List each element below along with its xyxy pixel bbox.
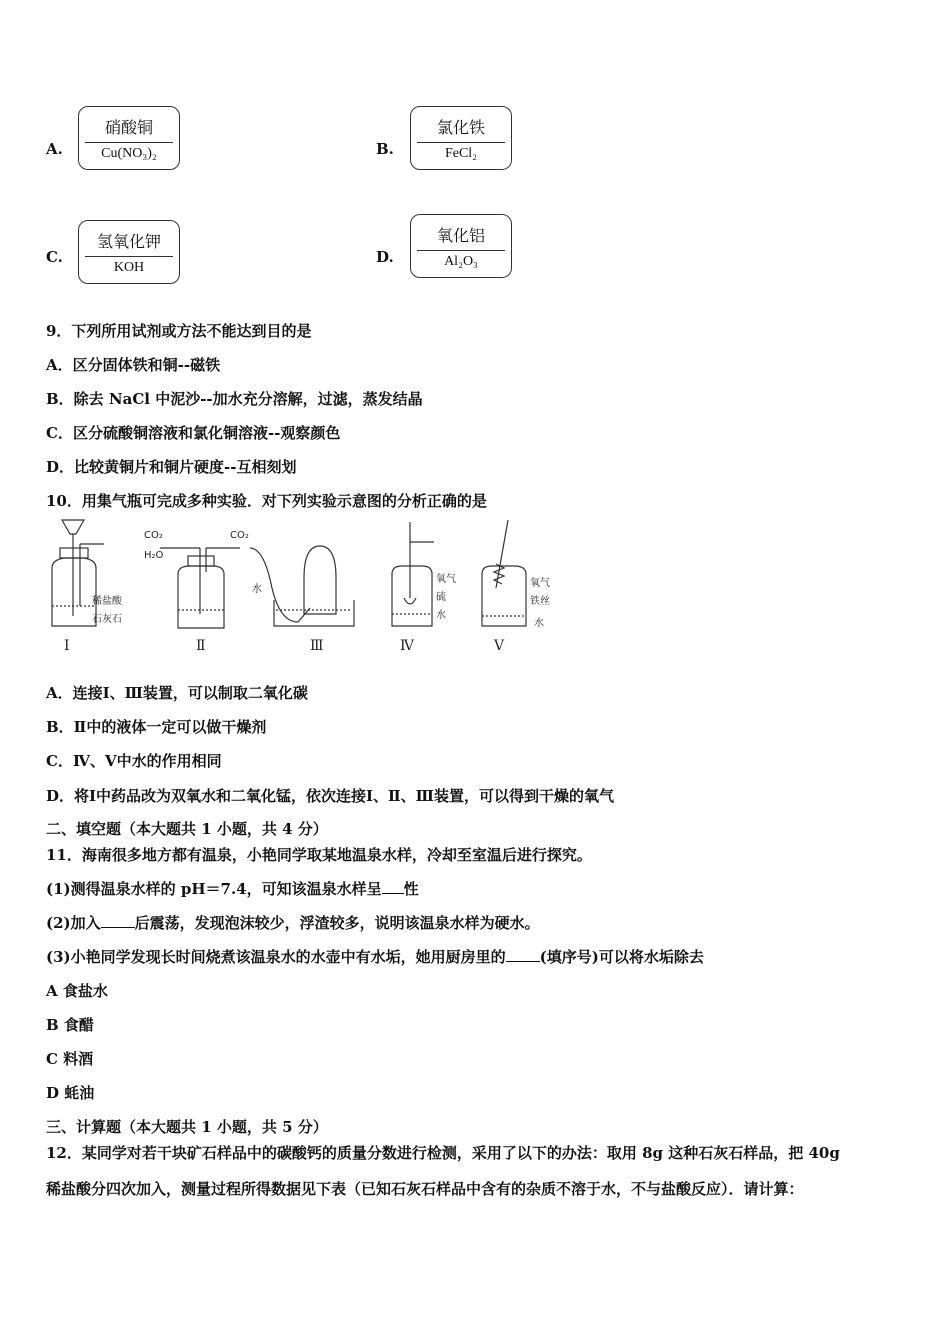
label-formula: KOH — [113, 260, 145, 275]
numeral-5: Ⅴ — [494, 638, 505, 654]
q10-stem: 10．用集气瓶可完成多种实验．对下列实验示意图的分析正确的是 — [46, 492, 487, 510]
label-divider — [85, 142, 173, 143]
q9-option-a: A．区分固体铁和铜--磁铁 — [46, 356, 221, 374]
label-h2o: H₂O — [144, 550, 164, 561]
q11-part-1-after: 性 — [403, 880, 419, 898]
label-oxygen-5: 氧气 — [530, 578, 550, 589]
label-limestone: 石灰石 — [92, 614, 122, 625]
label-card-b — [410, 106, 512, 170]
answer-blank[interactable] — [101, 915, 135, 928]
option-b-letter: B. — [376, 140, 394, 158]
q11-part-3-after: (填序号)可以将水垢除去 — [539, 948, 704, 966]
q10-option-b: B．Ⅱ中的液体一定可以做干燥剂 — [46, 718, 267, 736]
section-3-heading: 三、计算题（本大题共 1 小题，共 5 分） — [46, 1118, 328, 1136]
q10-option-c: C．Ⅳ、Ⅴ中水的作用相同 — [46, 752, 222, 770]
label-formula: Al₂O₃ — [444, 254, 478, 269]
q10-option-a: A．连接Ⅰ、Ⅲ装置，可以制取二氧化碳 — [46, 684, 308, 702]
q11-choice-c: C 料酒 — [46, 1050, 94, 1068]
q11-part-2-before: (2)加入 — [46, 914, 101, 932]
q11-choice-b: B 食醋 — [46, 1016, 94, 1034]
q9-option-c: C．区分硫酸铜溶液和氯化铜溶液--观察颜色 — [46, 424, 341, 442]
label-hcl: 稀盐酸 — [92, 596, 122, 607]
apparatus-3 — [250, 546, 354, 626]
q9-option-d: D．比较黄铜片和铜片硬度--互相刻划 — [46, 458, 297, 476]
experiment-figure — [40, 518, 560, 658]
q11-part-2 — [46, 912, 540, 933]
q11-part-3 — [46, 946, 704, 967]
label-water-4: 水 — [436, 610, 446, 621]
label-co2-in: CO₂ — [144, 530, 163, 541]
option-d-letter: D. — [376, 248, 394, 266]
label-sulfur: 硫 — [436, 592, 446, 603]
answer-blank[interactable] — [382, 881, 404, 894]
numeral-1: Ⅰ — [64, 638, 70, 654]
option-c-letter: C. — [46, 248, 63, 266]
label-name: 氯化铁 — [436, 118, 485, 137]
q9-option-b: B．除去 NaCl 中泥沙--加水充分溶解，过滤，蒸发结晶 — [46, 390, 423, 408]
label-oxygen-4: 氧气 — [436, 574, 456, 585]
label-co2-out: CO₂ — [230, 530, 249, 541]
numeral-4: Ⅳ — [400, 638, 414, 654]
q11-choice-a: A 食盐水 — [46, 982, 108, 1000]
label-card-c — [78, 220, 180, 284]
q11-stem: 11．海南很多地方都有温泉，小艳同学取某地温泉水样，冷却至室温后进行探究。 — [46, 846, 592, 864]
apparatus-5 — [482, 520, 526, 626]
apparatus-4 — [392, 522, 434, 626]
label-formula: Cu(NO₃)₂ — [101, 146, 157, 161]
q11-choice-d: D 蚝油 — [46, 1084, 95, 1102]
label-divider — [417, 250, 505, 251]
q11-part-3-before: (3)小艳同学发现长时间烧煮该温泉水的水壶中有水垢，她用厨房里的 — [46, 948, 506, 966]
label-divider — [417, 142, 505, 143]
label-card-d — [410, 214, 512, 278]
label-name: 氢氧化钾 — [96, 232, 161, 251]
numeral-3: Ⅲ — [310, 638, 324, 654]
section-2-heading: 二、填空题（本大题共 1 小题，共 4 分） — [46, 820, 328, 838]
label-divider — [85, 256, 173, 257]
label-formula: FeCl₂ — [444, 146, 478, 161]
label-name: 氧化铝 — [436, 226, 485, 245]
label-name: 硝酸铜 — [104, 118, 153, 137]
q11-part-2-after: 后震荡，发现泡沫较少，浮渣较多，说明该温泉水样为硬水。 — [134, 914, 540, 932]
q10-option-d: D．将Ⅰ中药品改为双氧水和二氧化锰，依次连接Ⅰ、Ⅱ、Ⅲ装置，可以得到干燥的氧气 — [46, 787, 614, 805]
apparatus-1 — [52, 520, 104, 626]
q12-line-1: 12．某同学对若干块矿石样品中的碳酸钙的质量分数进行检测，采用了以下的办法：取用 8g 这种石灰石样品，把 40g — [46, 1144, 840, 1162]
numeral-2: Ⅱ — [196, 638, 206, 654]
q9-stem: 9．下列所用试剂或方法不能达到目的是 — [46, 322, 312, 340]
label-card-a — [78, 106, 180, 170]
q11-part-1-before: (1)测得温泉水样的 pH＝7.4，可知该温泉水样呈 — [46, 880, 382, 898]
label-water-3: 水 — [252, 584, 262, 595]
option-a-letter: A. — [46, 140, 63, 158]
label-iron-wire: 铁丝 — [530, 596, 550, 607]
q11-part-1 — [46, 878, 419, 899]
answer-blank[interactable] — [506, 949, 540, 962]
label-water-5: 水 — [534, 618, 544, 629]
apparatus-2 — [160, 548, 240, 628]
q12-line-2: 稀盐酸分四次加入，测量过程所得数据见下表（已知石灰石样品中含有的杂质不溶于水，不与盐酸反应）．请计算： — [46, 1180, 804, 1198]
